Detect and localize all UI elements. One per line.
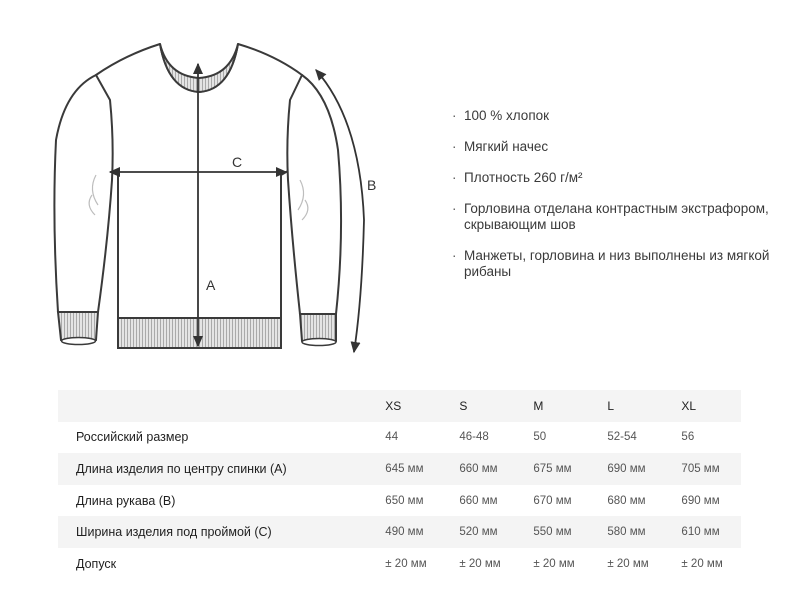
measure-a-label: A [206, 277, 216, 293]
waistband-rib [118, 318, 281, 348]
row-label: Допуск [76, 556, 117, 571]
row-label: Длина изделия по центру спинки (A) [76, 461, 287, 476]
table-row [58, 453, 741, 485]
header-cell: XS [385, 398, 402, 413]
measure-c-label: C [232, 154, 243, 170]
measure-b-label: B [367, 177, 377, 193]
header-cell: M [533, 398, 544, 413]
table-header-row [58, 390, 741, 422]
table-cell: 44 [385, 431, 399, 444]
header-cell: S [459, 398, 468, 413]
feature-item: · Манжеты, горловина и низ выполнены из мягкой рибаны [452, 248, 770, 279]
table-cell: 690 мм [607, 462, 646, 475]
right-sleeve [287, 75, 341, 314]
table-cell: 46-48 [459, 431, 489, 444]
feature-item: · Плотность 260 г/м² [452, 170, 583, 185]
table-cell: 670 мм [533, 494, 572, 507]
bullet-icon: · [452, 201, 457, 216]
bullet-icon: · [452, 108, 457, 123]
table-cell: 56 [681, 431, 695, 444]
table-cell: 705 мм [681, 462, 720, 475]
table-cell: 680 мм [607, 494, 646, 507]
header-cell [58, 390, 385, 422]
table-row [58, 516, 741, 548]
row-label: Российский размер [76, 430, 189, 445]
table-cell: 690 мм [681, 494, 720, 507]
bullet-icon: · [452, 248, 457, 263]
table-cell: 675 мм [533, 462, 572, 475]
header-cell: L [607, 398, 615, 413]
table-cell: ± 20 мм [459, 557, 501, 570]
sweatshirt-illustration [40, 30, 400, 360]
table-row [58, 485, 741, 517]
bullet-icon: · [452, 139, 457, 154]
table-row [58, 548, 741, 580]
product-features-list [452, 108, 772, 295]
table-cell: 550 мм [533, 526, 572, 539]
table-cell: 580 мм [607, 526, 646, 539]
table-cell: ± 20 мм [385, 557, 427, 570]
table-cell: 50 [533, 431, 547, 444]
feature-item: · Мягкий начес [452, 139, 549, 154]
table-cell: 490 мм [385, 526, 424, 539]
table-row [58, 422, 741, 454]
bullet-icon: · [452, 170, 457, 185]
feature-item: · Горловина отделана контрастным экстрафором, скрывающим шов [452, 201, 769, 232]
header-cell: XL [681, 398, 697, 413]
table-cell: ± 20 мм [681, 557, 723, 570]
table-cell: 520 мм [459, 526, 498, 539]
table-cell: 645 мм [385, 462, 424, 475]
row-label: Ширина изделия под проймой (C) [76, 525, 272, 540]
row-label: Длина рукава (B) [76, 493, 176, 508]
table-cell: ± 20 мм [533, 557, 575, 570]
feature-item: · 100 % хлопок [452, 108, 550, 123]
table-cell: 650 мм [385, 494, 424, 507]
table-cell: ± 20 мм [607, 557, 649, 570]
table-cell: 610 мм [681, 526, 720, 539]
table-cell: 660 мм [459, 494, 498, 507]
table-cell: 660 мм [459, 462, 498, 475]
table-cell: 52-54 [607, 431, 637, 444]
size-chart-table [58, 390, 741, 580]
left-sleeve [54, 75, 112, 312]
